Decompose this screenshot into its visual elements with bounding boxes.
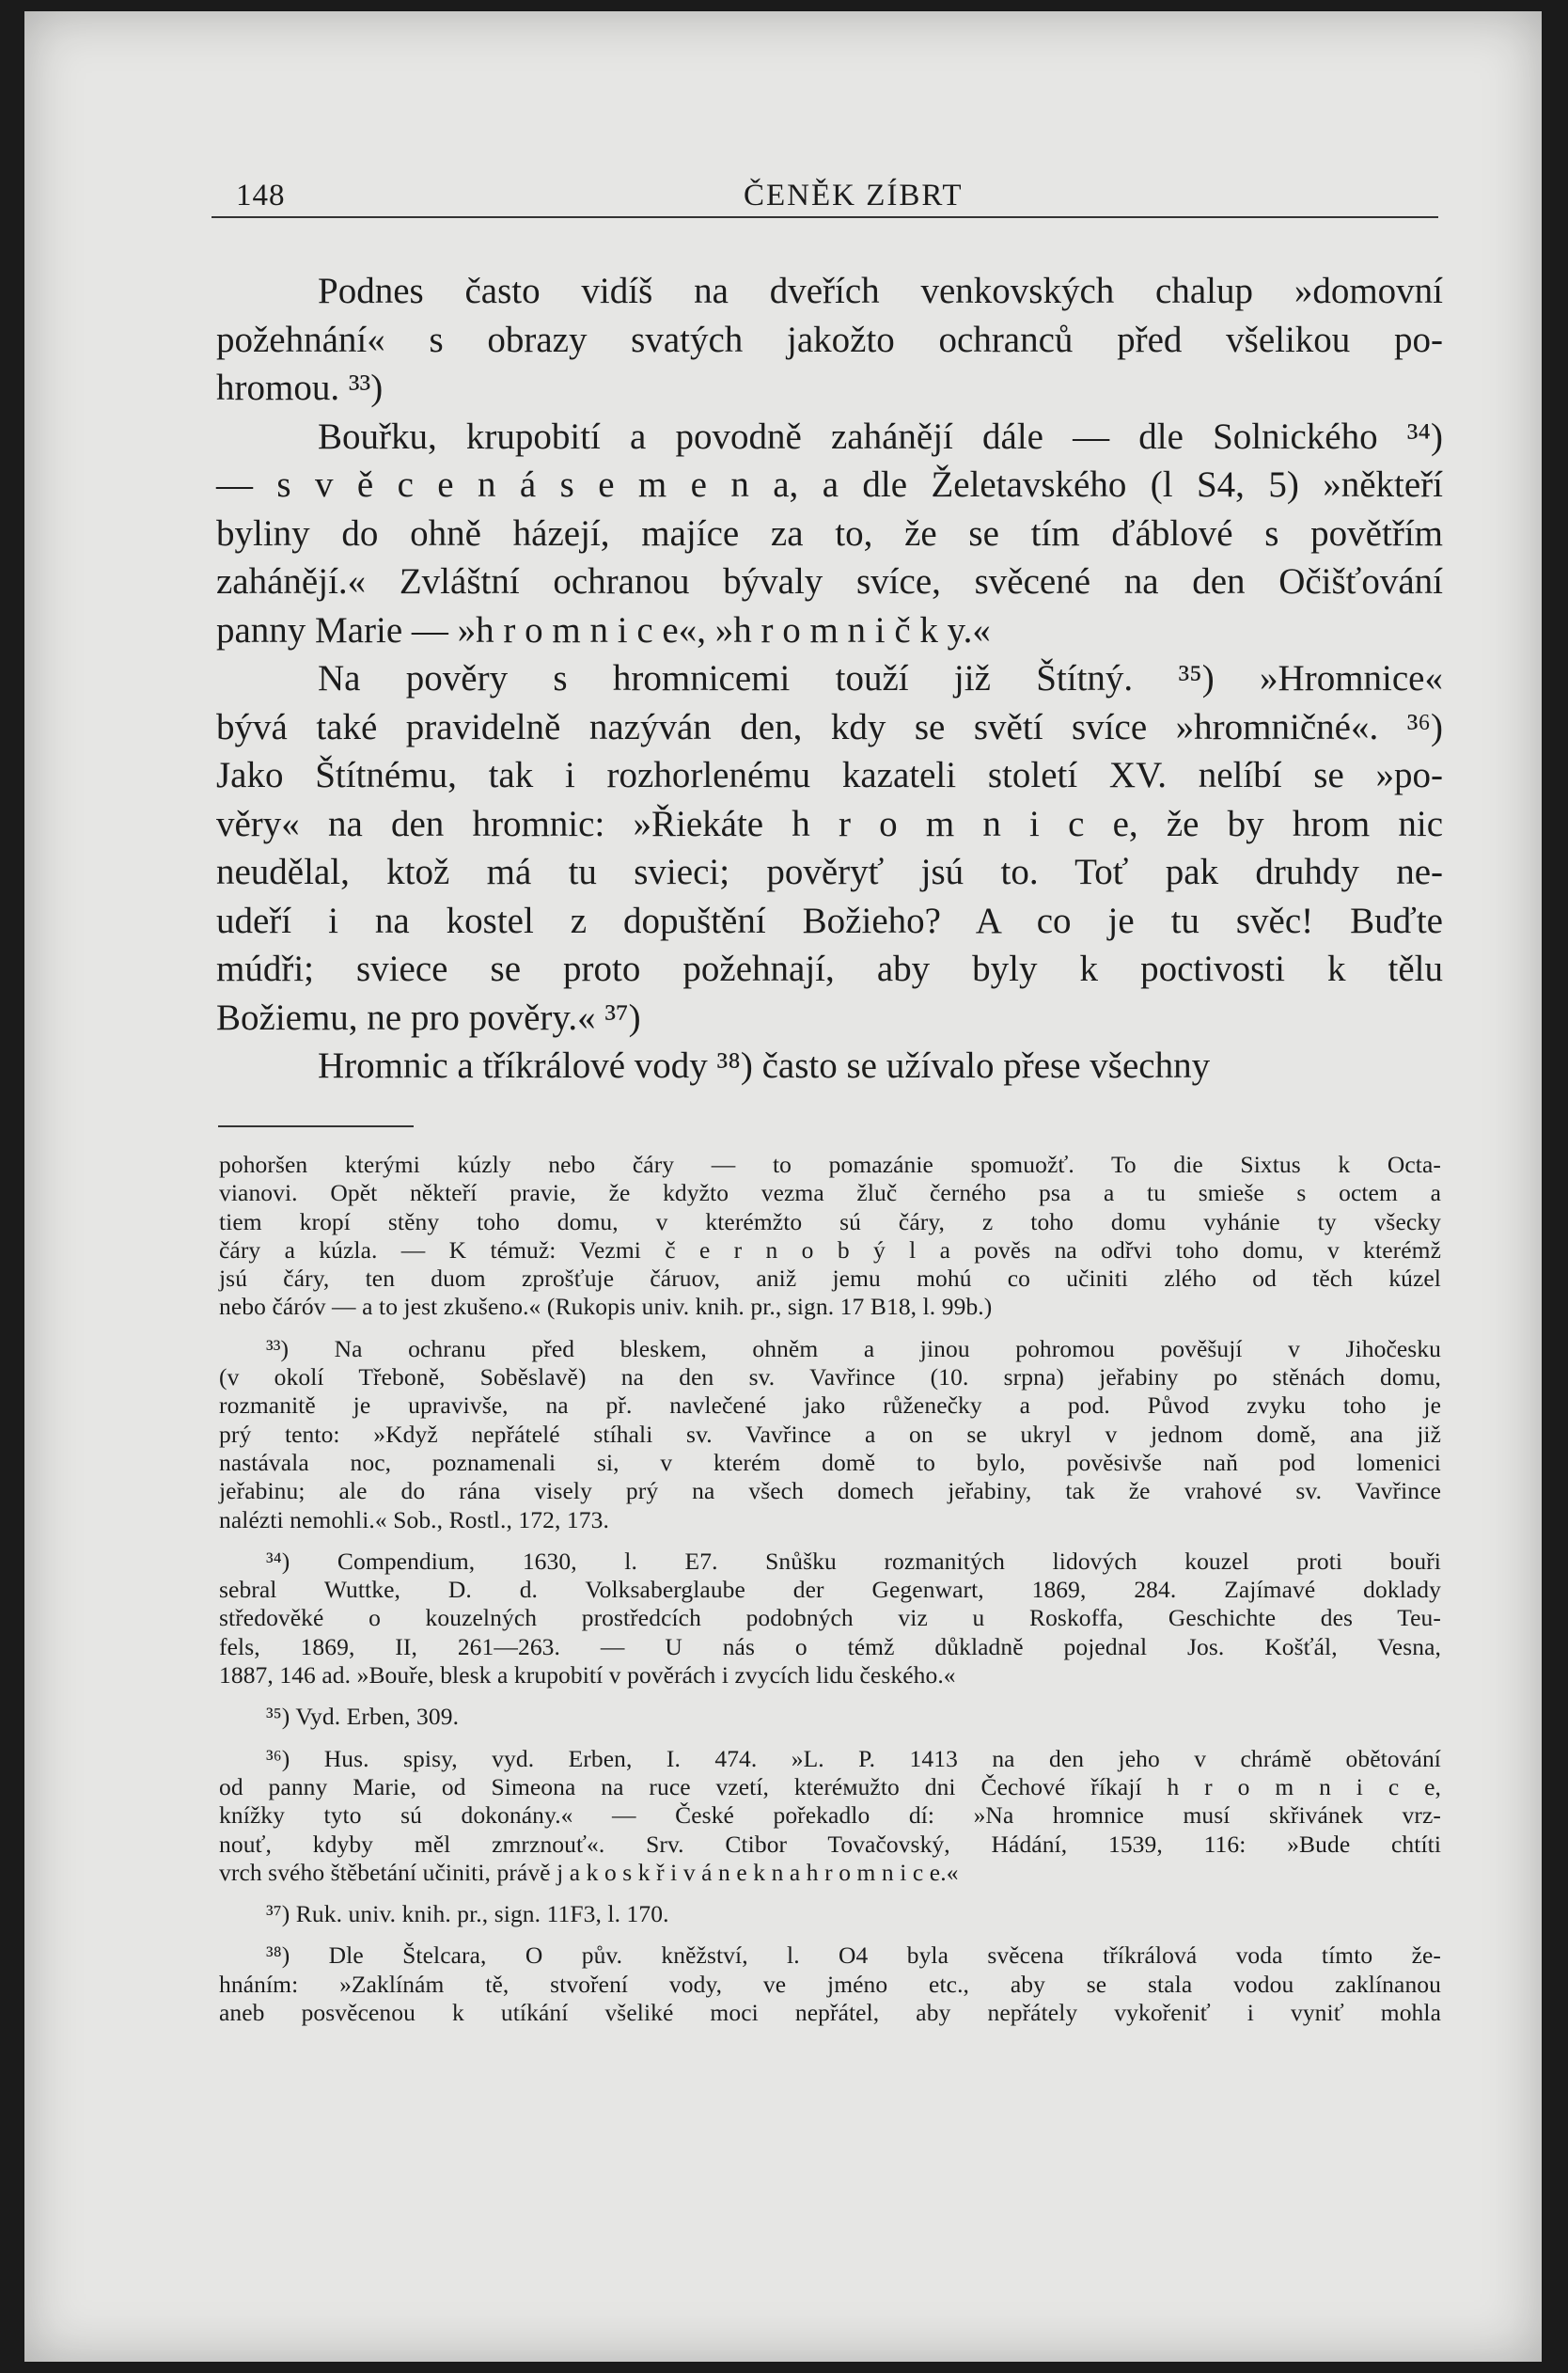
footnote — [219, 1548, 1441, 1689]
text-line: Jako Štítnému, tak i rozhorlenému kazateli století XV. nelíbí se »po- — [216, 755, 1443, 795]
text-line: Podnes často vidíš na dveřích venkovských chalup »domovní — [318, 271, 1443, 311]
footnote-line: fels, 1869, II, 261—263. — U nás o témž důkladně pojednal Jos. Košťál, Vesna, — [219, 1632, 1441, 1660]
footnote-line: jeřabinu; ale do rána visely prý na všech domech jeřabiny, tak že vrahové sv. Vavřince — [219, 1477, 1441, 1505]
text-line: zahánějí.« Zvláštní ochranou bývaly svíce, svěcené na den Očišťování — [216, 561, 1443, 602]
footnote-line: nouť, kdyby měl zmrznouť«. Srv. Ctibor Tovačovský, Hádání, 1539, 116: »Bude chtíti — [219, 1830, 1441, 1858]
footnote-line: tiem kropí stěny toho domu, v kterémžto sú čáry, z toho domu vyhánie ty všecky — [219, 1207, 1441, 1235]
footnote — [219, 1151, 1441, 1322]
footnote-line: středověké o kouzelných prostředcích podobných viz u Roskoffa, Geschichte des Teu- — [219, 1604, 1441, 1632]
text-line: bývá také pravidelně nazýván den, kdy se světí svíce »hromničné«. ³⁶) — [216, 706, 1443, 747]
footnote — [219, 1941, 1441, 2027]
footnote-line: sebral Wuttke, D. d. Volksaberglaube der Gegenwart, 1869, 284. Zajímavé doklady — [219, 1576, 1441, 1604]
footnote-line: 1887, 146 ad. »Bouře, blesk a krupobití v pověrách i zvycích lidu českého.« — [219, 1661, 956, 1689]
footnote — [219, 1703, 1441, 1731]
running-header — [236, 179, 1463, 216]
footnote-line: ³⁴) Compendium, 1630, l. E7. Snůšku rozmanitých lidových kouzel proti bouři — [266, 1547, 1441, 1575]
footnote-line: aneb posvěcenou k utíkání všeliké moci nepřátel, aby nepřátely vykořeniť i vyniť mohla — [219, 1999, 1441, 2027]
footnote-line: ³⁶) Hus. spisy, vyd. Erben, I. 474. »L. P. 1413 na den jeho v chrámě obětování — [266, 1744, 1441, 1772]
text-line: hromou. ³³) — [216, 368, 384, 408]
footnote-line: pohoršen kterými kúzly nebo čáry — to pomazánie spomuožť. To die Sixtus k Octa- — [219, 1151, 1441, 1178]
footnote-line: ³⁵) Vyd. Erben, 309. — [266, 1703, 460, 1731]
text-line: — s v ě c e n á s e m e n a, a dle Želetavského (l S4, 5) »někteří — [216, 464, 1443, 505]
footnote-line: ³⁸) Dle Štelcara, O pův. kněžství, l. O4 byla svěcena tříkrálová voda tímto že- — [266, 1941, 1441, 1970]
footnote-line: knížky tyto sú dokonány.« — České pořekadlo dí: »Na hromnice musí skřivánek vrz- — [219, 1801, 1441, 1830]
text-line: Božiemu, ne pro pověry.« ³⁷) — [216, 997, 641, 1038]
footnote — [219, 1900, 1441, 1928]
text-line: Hromnic a tříkrálové vody ³⁸) často se užívalo přese všechny — [318, 1045, 1211, 1086]
footnote-line: od panny Marie, od Simeona na ruce vzetí, kteréмužto dni Čechové říkají h r o m n i c e, — [219, 1772, 1441, 1800]
footnote-line: vrch svého štěbetání učiniti, právě j a k o s k ř i v á n e k n a h r o m n i c e.« — [219, 1858, 959, 1886]
text-line: neudělal, ktož má tu svieci; pověryť jsú to. Toť pak druhdy ne- — [216, 852, 1443, 892]
running-title: ČENĚK ZÍBRT — [744, 179, 964, 212]
footnote-line: nastávala noc, poznamenali si, v kterém domě to bylo, pověsivše naň pod lomenici — [219, 1448, 1441, 1476]
footnote — [219, 1335, 1441, 1534]
footnotes — [219, 1151, 1441, 2027]
footnote-line: (v okolí Třeboně, Soběslavě) na den sv. Vavřince (10. srpna) jeřabiny po stěnách domu, — [219, 1363, 1441, 1391]
footnote-line: prý tento: »Když nepřátelé stíhali sv. Vavřince a on se ukryl v jednom domě, ana již — [219, 1420, 1441, 1448]
footnote-line: hnáním: »Zaklínám tě, stvoření vody, ve jméno etc., aby se stala vodou zaklínanou — [219, 1970, 1441, 1998]
text-line: byliny do ohně házejí, majíce za to, že se tím ďáblové s povětřím — [216, 512, 1443, 554]
text-line: Na pověry s hromnicemi touží již Štítný. ³⁵) »Hromnice« — [318, 658, 1443, 699]
main-text — [216, 267, 1443, 1091]
text-line: Bouřku, krupobití a povodně zahánějí dále — dle Solnického ³⁴) — [318, 416, 1443, 457]
footnote-line: ³⁷) Ruk. univ. knih. pr., sign. 11F3, l. 170. — [266, 1900, 669, 1928]
text-line: udeří i na kostel z dopuštění Božieho? A co je tu svěc! Buďte — [216, 900, 1443, 941]
footnote-line: rozmanitě je upravivše, na př. navlečené jako růženečky a pod. Původ zvyku toho je — [219, 1391, 1441, 1420]
page-number: 148 — [236, 179, 286, 212]
text-line: věry« na den hromnic: »Řiekáte h r o m n i c e, že by hrom nic — [216, 803, 1443, 844]
text-line: panny Marie — »h r o m n i c e«, »h r o m n i č k y.« — [216, 609, 991, 651]
footnote-line: vianovi. Opět někteří pravie, že kdyžto vezma žluč černého psa a tu smieše s octem a — [219, 1179, 1441, 1207]
footnote — [219, 1745, 1441, 1887]
footnote-line: nalézti nemohli.« Sob., Rostl., 172, 173. — [219, 1505, 609, 1533]
footnote-separator — [218, 1125, 414, 1127]
text-line: požehnání« s obrazy svatých jakožto ochranců před všelikou po- — [216, 319, 1443, 360]
footnote-line: jsú čáry, ten duom zprošťuje čáruov, aniž jemu mohú co učiniti zlého od těch kúzel — [219, 1265, 1441, 1293]
header-rule — [212, 216, 1438, 218]
text-line: múdři; sviece se proto požehnají, aby byly k poctivosti k tělu — [216, 949, 1443, 989]
footnote-line: ³³) Na ochranu před bleskem, ohněm a jinou pohromou pověšují v Jihočesku — [266, 1334, 1441, 1362]
footnote-line: nebo čáróv — a to jest zkušeno.« (Rukopis univ. knih. pr., sign. 17 B18, l. 99b.) — [219, 1293, 993, 1321]
footnote-line: čáry a kúzla. — K témuž: Vezmi č e r n o b ý l a pověs na odřvi toho domu, v kterémž — [219, 1235, 1441, 1264]
